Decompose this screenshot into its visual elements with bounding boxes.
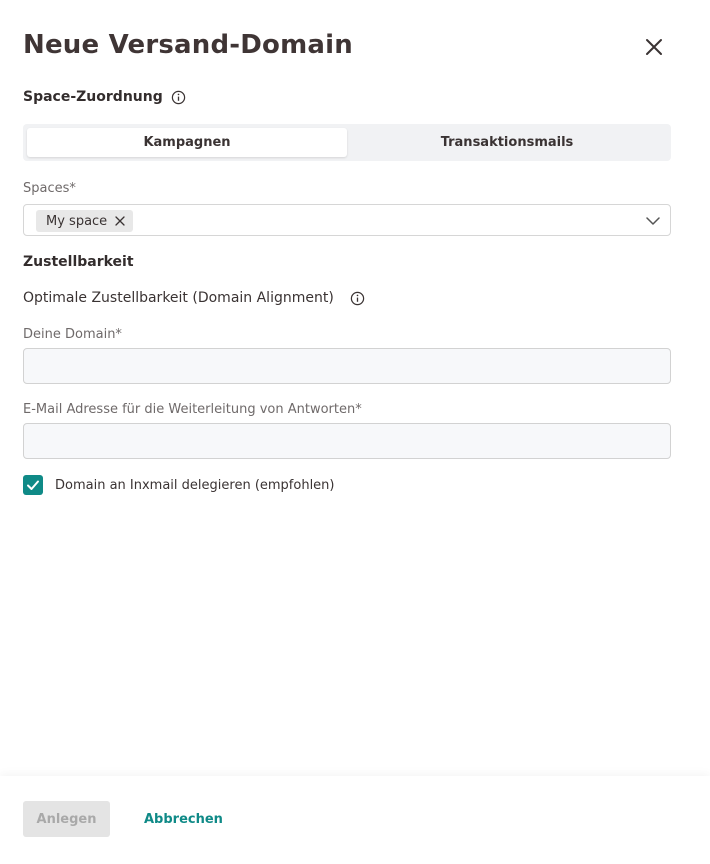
space-chip xyxy=(36,210,133,232)
deliverability-option xyxy=(23,290,365,306)
spaces-label: Spaces* xyxy=(23,181,76,196)
tab-kampagnen[interactable]: Kampagnen xyxy=(27,128,347,157)
create-button[interactable]: Anlegen xyxy=(23,801,110,837)
space-chip-label: My space xyxy=(46,213,108,229)
domain-label: Deine Domain* xyxy=(23,327,122,342)
delegate-label: Domain an Inxmail delegieren (empfohlen) xyxy=(55,477,335,493)
domain-input[interactable] xyxy=(23,348,671,384)
checkmark-icon xyxy=(26,478,40,492)
delegate-checkbox[interactable] xyxy=(23,475,43,495)
info-icon[interactable] xyxy=(171,90,186,105)
dialog-title: Neue Versand-Domain xyxy=(23,30,353,60)
deliverability-heading: Zustellbarkeit xyxy=(23,254,134,270)
close-icon[interactable] xyxy=(642,35,666,59)
remove-chip-icon[interactable] xyxy=(115,216,125,226)
space-assignment-heading xyxy=(23,89,186,105)
spaces-select[interactable] xyxy=(23,204,671,236)
reply-email-label: E-Mail Adresse für die Weiterleitung von Antworten* xyxy=(23,402,362,417)
deliverability-option-label: Optimale Zustellbarkeit (Domain Alignment) xyxy=(23,290,334,306)
space-tabs xyxy=(23,124,671,161)
cancel-button[interactable]: Abbrechen xyxy=(132,801,235,837)
space-assignment-label: Space-Zuordnung xyxy=(23,89,163,105)
tab-transaktionsmails[interactable]: Transaktionsmails xyxy=(440,135,574,150)
dialog-footer xyxy=(0,776,710,864)
reply-email-input[interactable] xyxy=(23,423,671,459)
info-icon[interactable] xyxy=(350,291,365,306)
delegate-row xyxy=(23,475,335,495)
chevron-down-icon[interactable] xyxy=(646,214,660,228)
